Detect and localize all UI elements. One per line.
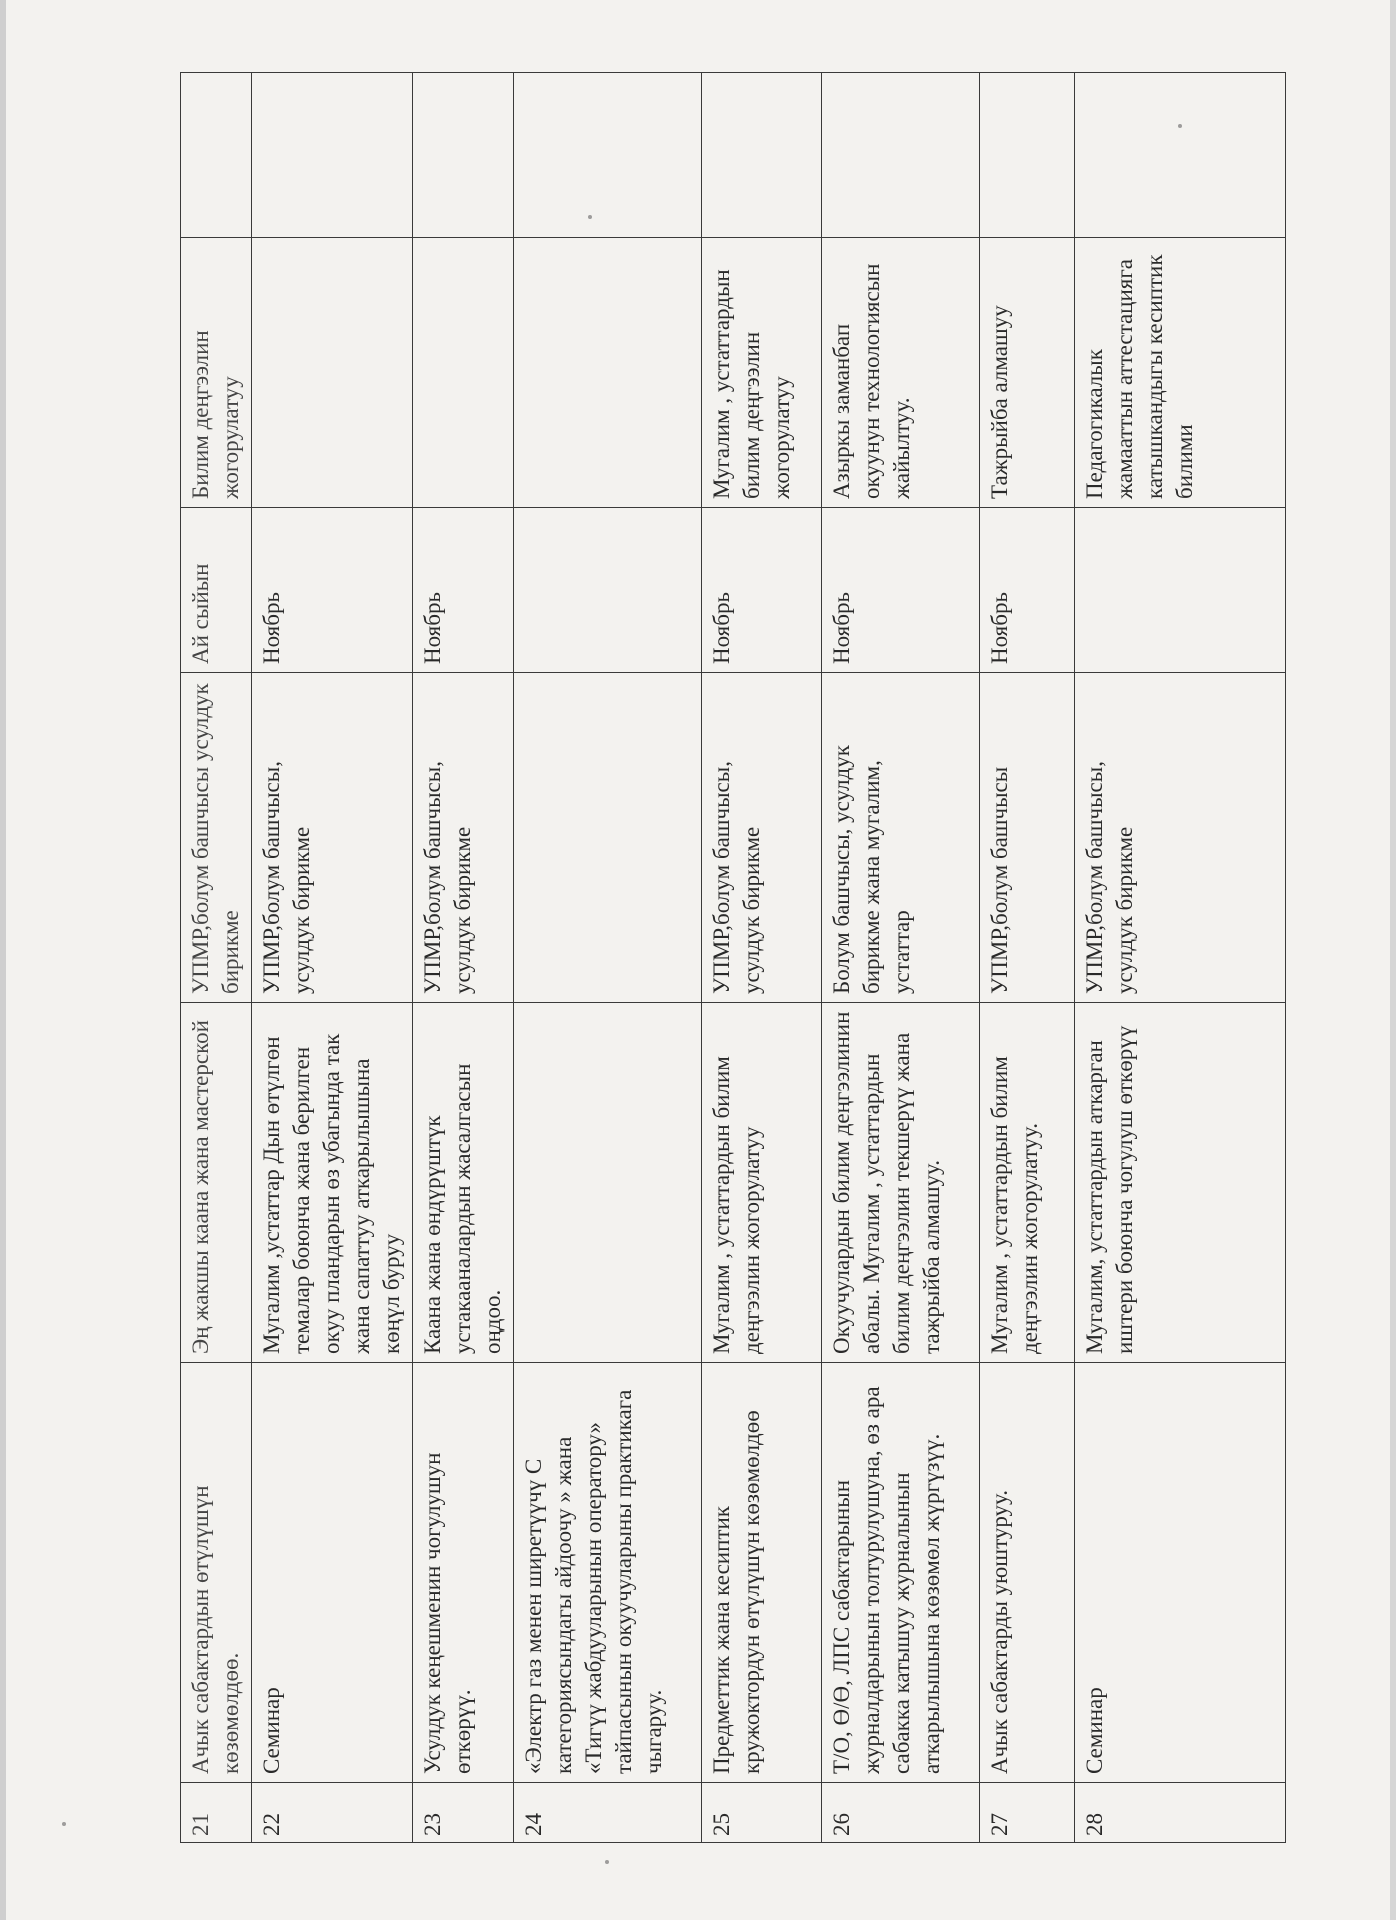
row-topic: Мугалим, устаттардын аткарган иштери боюнча чогулуш өткөрүү — [1075, 1003, 1286, 1363]
table-row — [413, 73, 514, 1843]
table-row — [980, 73, 1075, 1843]
row-extra — [980, 73, 1075, 238]
row-month: Ноябрь — [822, 508, 980, 673]
header-num: 21 — [181, 1783, 252, 1843]
row-num: 28 — [1075, 1783, 1286, 1843]
scan-speck — [605, 1860, 609, 1864]
table-row — [514, 73, 702, 1843]
table-row — [1075, 73, 1286, 1843]
scan-speck — [62, 1822, 66, 1826]
row-num: 26 — [822, 1783, 980, 1843]
row-extra — [1075, 73, 1286, 238]
row-num: 24 — [514, 1783, 702, 1843]
table-row — [822, 73, 980, 1843]
rotated-table — [180, 73, 1233, 1843]
row-result — [413, 238, 514, 508]
row-topic: Мугалим , устаттардын билим деңгээлин жогорулатуу — [702, 1003, 822, 1363]
row-extra — [413, 73, 514, 238]
row-responsible — [514, 673, 702, 1003]
row-responsible: Болум башчысы, усулдук бирикме жана мугалим, устаттар — [822, 673, 980, 1003]
header-month: Ай сыйын — [181, 508, 252, 673]
table-row — [252, 73, 413, 1843]
row-extra — [252, 73, 413, 238]
header-extra — [181, 73, 252, 238]
table-header-row — [181, 73, 252, 1843]
row-num: 25 — [702, 1783, 822, 1843]
row-month — [514, 508, 702, 673]
row-month: Ноябрь — [980, 508, 1075, 673]
row-num: 27 — [980, 1783, 1075, 1843]
row-result — [514, 238, 702, 508]
row-event: Усулдук кеңешменин чогулушун өткөрүү. — [413, 1363, 514, 1783]
row-topic: Мугалим , устаттардын билим деңгээлин жогорулатуу. — [980, 1003, 1075, 1363]
row-result: Азыркы заманбап окуунун технологиясын жайылтуу. — [822, 238, 980, 508]
row-extra — [514, 73, 702, 238]
header-result: Билим деңгээлин жогорулатуу — [181, 238, 252, 508]
row-topic: Мугалим ,устаттар Дын өтүлгөн темалар боюнча жана берилген окуу пландарын өз убагында так жана сапаттуу аткарылышына көңүл буруу — [252, 1003, 413, 1363]
row-responsible: УПМР,болум башчысы, усулдук бирикме — [1075, 673, 1286, 1003]
row-event: Предметтик жана кесиптик кружоктордун өтүлүшүн көзөмөлдөө — [702, 1363, 822, 1783]
row-month: Ноябрь — [413, 508, 514, 673]
row-event: Ачык сабактарды уюштуруу. — [980, 1363, 1075, 1783]
row-responsible: УПМР,болум башчысы — [980, 673, 1075, 1003]
scan-edge-left — [0, 0, 6, 1920]
scan-edge-right — [1390, 0, 1396, 1920]
row-event: Семинар — [252, 1363, 413, 1783]
row-topic — [514, 1003, 702, 1363]
row-event: Т/О, Ө/Ө, ЛПС сабактарынын журналдарынын толтурулушуна, өз ара сабакка катышуу журналынын аткарылышына көзөмөл жүргүзүү. — [822, 1363, 980, 1783]
row-result: Мугалим , устаттардын билим деңгээлин жогорулатуу — [702, 238, 822, 508]
row-month: Ноябрь — [252, 508, 413, 673]
row-event: Семинар — [1075, 1363, 1286, 1783]
row-month — [1075, 508, 1286, 673]
row-extra — [822, 73, 980, 238]
header-event: Ачык сабактардын өтүлүшүн көзөмөлдөө. — [181, 1363, 252, 1783]
plan-table — [180, 72, 1286, 1843]
row-result: Тажрыйба алмашуу — [980, 238, 1075, 508]
row-responsible: УПМР,болум башчысы, усулдук бирикме — [252, 673, 413, 1003]
row-num: 23 — [413, 1783, 514, 1843]
row-responsible: УПМР,болум башчысы, усулдук бирикме — [702, 673, 822, 1003]
row-responsible: УПМР,болум башчысы, усулдук бирикме — [413, 673, 514, 1003]
row-topic: Каана жана өндүрүштүк устакааналардын жасалгасын оңдоо. — [413, 1003, 514, 1363]
row-extra — [702, 73, 822, 238]
table-row — [702, 73, 822, 1843]
row-result: Педагогикалык жамааттын аттестацияга катышкандыгы кесиптик билими — [1075, 238, 1286, 508]
row-result — [252, 238, 413, 508]
row-topic: Окуучулардын билим деңгээлинин абалы. Мугалим , устаттардын билим деңгээлин текшерүү жана тажрыйба алмашуу. — [822, 1003, 980, 1363]
row-num: 22 — [252, 1783, 413, 1843]
header-topic: Эң жакшы каана жана мастерской — [181, 1003, 252, 1363]
row-event: «Электр газ менен ширетүүчү С категориясындагы айдоочу » жана «Тигүү жабдууларынын оператору» тайпасынын окуучуларыны практикага чыгаруу. — [514, 1363, 702, 1783]
header-responsible: УПМР,болум башчысы усулдук бирикме — [181, 673, 252, 1003]
row-month: Ноябрь — [702, 508, 822, 673]
